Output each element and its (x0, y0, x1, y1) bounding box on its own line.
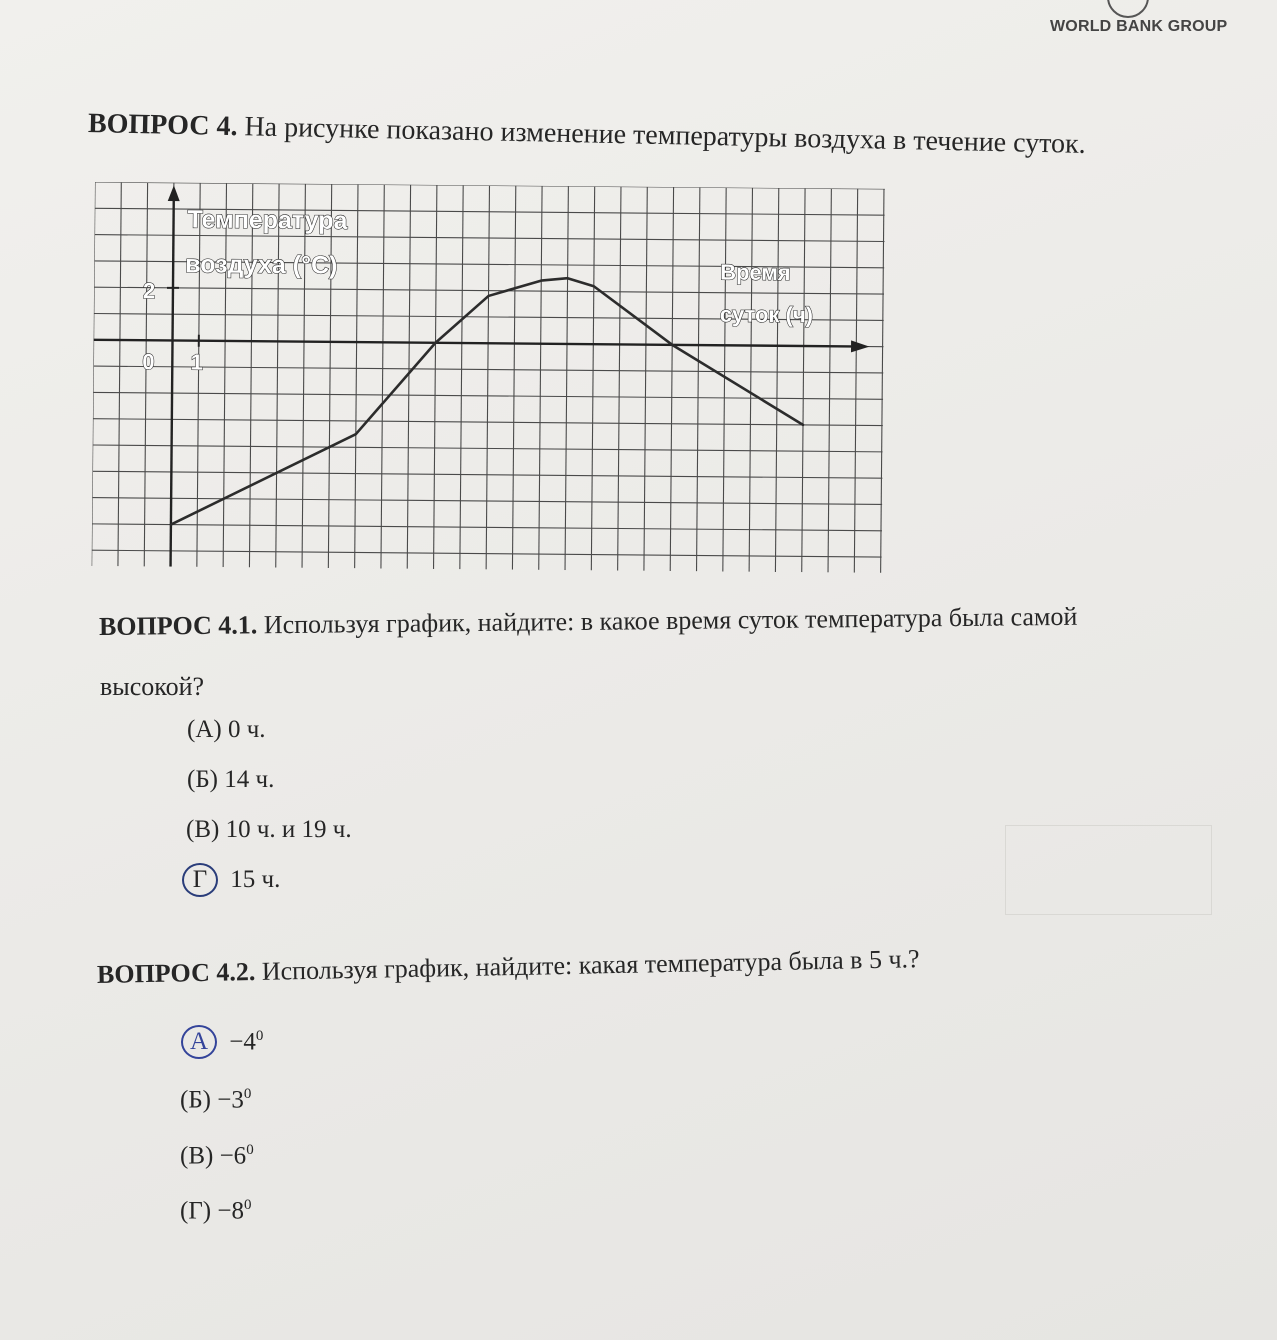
grid-line-vertical (697, 187, 700, 571)
question-4-1-label: ВОПРОС 4.1. (98, 610, 258, 641)
grid-line-vertical (539, 186, 542, 570)
x-axis-label-line1: Время (720, 259, 791, 286)
grid-line-vertical (144, 182, 147, 566)
option-4-1-d-selected[interactable] (188, 866, 280, 897)
y-axis-label-line2: воздуха (°С) (185, 250, 338, 280)
option-4-2-c[interactable] (180, 1142, 254, 1170)
option-value: 10 ч. и 19 ч. (225, 816, 352, 843)
grid-line-vertical (92, 182, 95, 566)
grid-line-vertical (618, 187, 621, 571)
x-axis-line (94, 340, 851, 347)
grid-line-vertical (486, 185, 489, 569)
grid-line-vertical (276, 184, 279, 568)
option-value: 0 ч. (227, 716, 266, 743)
degree-sup: 0 (243, 1086, 252, 1102)
option-letter: (Б) (187, 766, 219, 793)
y-axis-label-line1: Температура (187, 205, 348, 235)
option-value: 14 ч. (224, 766, 275, 793)
question-4-label: ВОПРОС 4. (87, 108, 238, 143)
circled-answer-mark: Г (182, 863, 218, 897)
chart-axes (92, 185, 871, 573)
x-axis-arrow-icon (851, 340, 870, 352)
grid-line-vertical (381, 185, 384, 569)
y-tick-label: 2 (142, 278, 156, 304)
option-4-2-d[interactable] (180, 1197, 251, 1225)
question-4-1 (99, 602, 1078, 642)
question-4-2-text: Используя график, найдите: какая температура была в 5 ч.? (261, 944, 920, 986)
grid-line-vertical (118, 182, 121, 566)
circled-answer-mark: А (181, 1025, 217, 1059)
option-value: −3 (217, 1086, 244, 1114)
grid-line-vertical (302, 184, 305, 568)
grid-line-vertical (644, 187, 647, 571)
grid-line-vertical (854, 189, 857, 573)
grid-line-vertical (828, 188, 831, 572)
question-4-title (88, 108, 1086, 161)
question-4-2 (97, 944, 920, 990)
option-letter: (В) (180, 1142, 214, 1170)
option-4-2-b[interactable] (180, 1086, 251, 1114)
grid-line-vertical (591, 186, 594, 570)
degree-sup: 0 (246, 1142, 254, 1158)
option-letter: (В) (186, 816, 220, 843)
degree-sup: 0 (255, 1028, 264, 1044)
option-letter: (А) (187, 716, 222, 743)
grid-line-vertical (223, 183, 226, 567)
option-4-1-a[interactable] (187, 716, 266, 744)
grid-line-vertical (355, 184, 358, 568)
option-value: −6 (219, 1142, 247, 1170)
option-4-1-b[interactable] (187, 766, 274, 794)
grid-line-vertical (723, 188, 726, 572)
option-value: 15 ч. (230, 866, 281, 893)
x-tick-label: 1 (190, 349, 204, 375)
grid-line-vertical (802, 188, 805, 572)
temperature-chart (92, 182, 885, 573)
globe-logo-icon (1107, 0, 1149, 18)
option-letter: (Б) (180, 1086, 212, 1114)
grid-line-vertical (881, 189, 884, 573)
option-value: −8 (217, 1197, 244, 1225)
question-4-1-text: Используя график, найдите: в какое время суток температура была самой (263, 601, 1078, 640)
answer-box-faint (1005, 825, 1212, 915)
question-4-1-tail: высокой? (100, 672, 205, 701)
grid-line-vertical (749, 188, 752, 572)
grid-line-vertical (512, 186, 515, 570)
grid-line-vertical (670, 187, 673, 571)
brand-logo-text: WORLD BANK GROUP (1050, 18, 1228, 35)
grid-line-vertical (565, 186, 568, 570)
question-4-2-label: ВОПРОС 4.2. (96, 956, 256, 989)
grid-line-vertical (249, 183, 252, 567)
degree-sup: 0 (243, 1197, 252, 1213)
grid-line-vertical (460, 185, 463, 569)
x-axis-label-line2: суток (ч) (719, 301, 814, 328)
chart-grid (92, 182, 885, 573)
option-letter: (Г) (180, 1197, 212, 1225)
grid-line-vertical (775, 188, 778, 572)
option-value: −4 (229, 1028, 256, 1056)
y-axis-arrow-icon (168, 185, 180, 201)
y-axis-line (171, 191, 174, 567)
grid-line-vertical (434, 185, 437, 569)
question-4-text: На рисунке показано изменение температуры воздуха в течение суток. (244, 111, 1087, 160)
grid-line-vertical (407, 185, 410, 569)
option-4-1-c[interactable] (186, 816, 352, 844)
origin-label: 0 (142, 349, 155, 375)
grid-line-vertical (328, 184, 331, 568)
option-4-2-a-selected[interactable] (187, 1028, 263, 1059)
